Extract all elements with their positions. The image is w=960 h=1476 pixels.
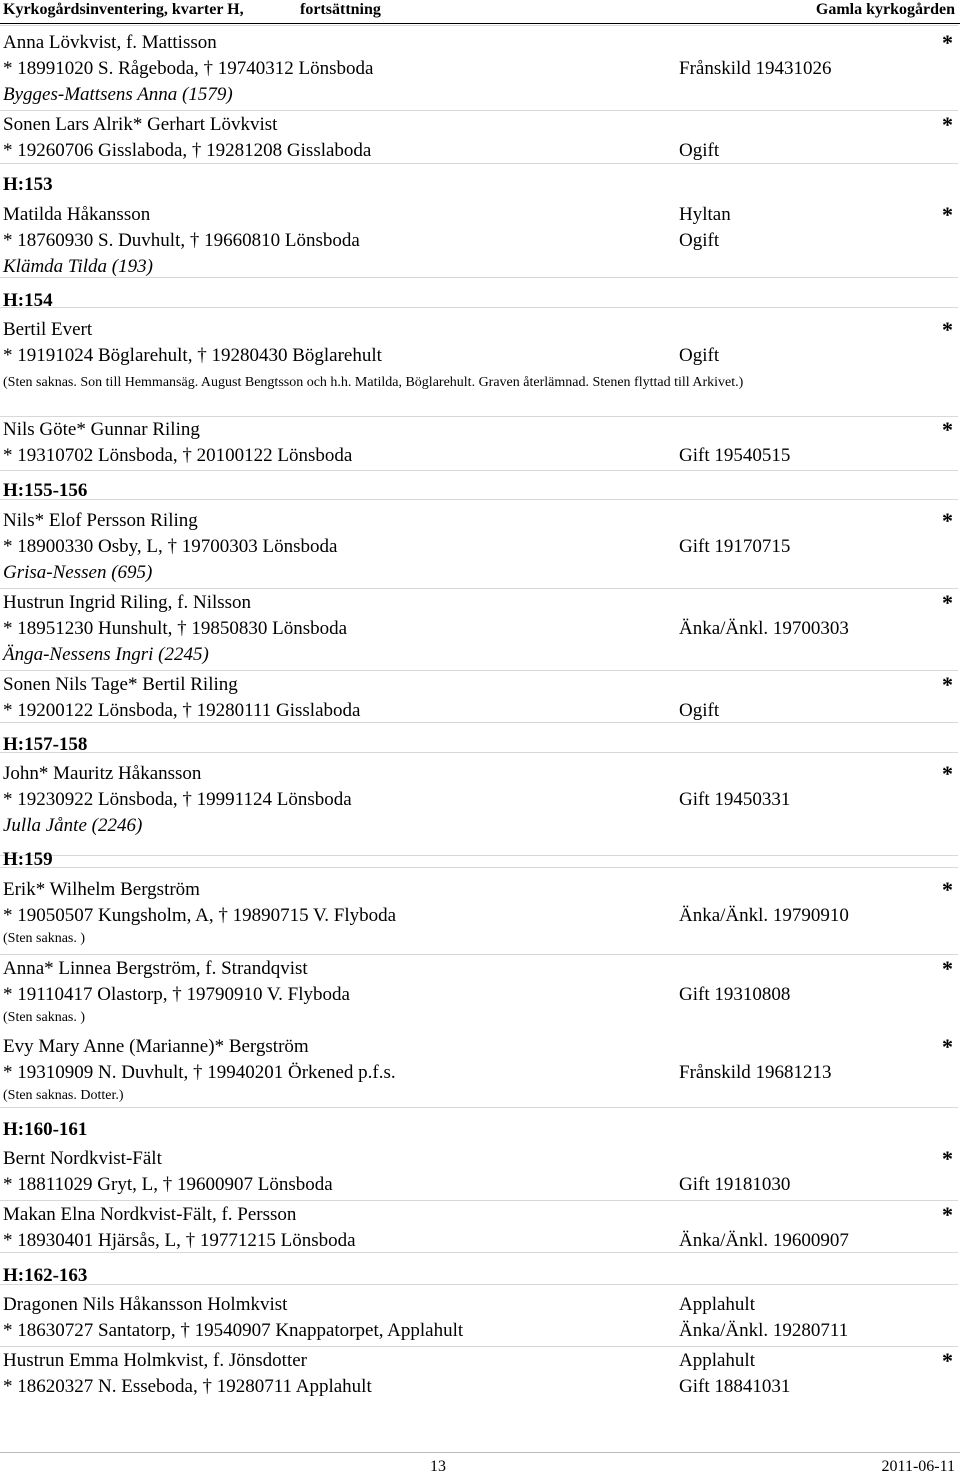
entry-status: Gift 19310808 bbox=[679, 984, 791, 1005]
entry-text: * 18900330 Osby, L, † 19700303 Lönsboda bbox=[3, 536, 338, 557]
entry-text: Hustrun Ingrid Riling, f. Nilsson bbox=[3, 592, 252, 613]
entry-text: Anna Lövkvist, f. Mattisson bbox=[3, 32, 217, 53]
entry-status: Änka/Änkl. 19280711 bbox=[679, 1320, 849, 1341]
star-marker: * bbox=[942, 590, 953, 615]
row-separator bbox=[0, 470, 958, 471]
register-line bbox=[3, 112, 957, 138]
row-separator bbox=[0, 954, 958, 955]
star-marker: * bbox=[942, 1034, 953, 1059]
register-line bbox=[3, 903, 957, 929]
entry-status: Ogift bbox=[679, 700, 720, 721]
register-line bbox=[3, 956, 957, 982]
entry-text: Sonen Lars Alrik* Gerhart Lövkvist bbox=[3, 114, 278, 135]
print-date: 2011-06-11 bbox=[881, 1458, 955, 1475]
register-line bbox=[3, 417, 957, 443]
register-line bbox=[3, 317, 957, 343]
entry-status: Gift 18841031 bbox=[679, 1376, 791, 1397]
register-line bbox=[3, 1348, 957, 1374]
entry-status: Applahult bbox=[679, 1294, 755, 1315]
grave-section-heading: H:157-158 bbox=[3, 734, 88, 755]
star-marker: * bbox=[942, 317, 953, 342]
entry-status: Gift 19181030 bbox=[679, 1174, 791, 1195]
entry-text: Makan Elna Nordkvist-Fält, f. Persson bbox=[3, 1204, 297, 1225]
register-line bbox=[3, 1172, 957, 1198]
register-line bbox=[3, 1318, 957, 1344]
entry-text: * 18991020 S. Rågeboda, † 19740312 Lönsboda bbox=[3, 58, 374, 79]
entry-status: Applahult bbox=[679, 1350, 755, 1371]
star-marker: * bbox=[942, 202, 953, 227]
row-separator bbox=[0, 499, 958, 500]
grave-section-heading: H:153 bbox=[3, 174, 53, 195]
row-separator bbox=[0, 1200, 958, 1201]
footer-rule bbox=[0, 1452, 960, 1453]
row-separator bbox=[0, 25, 958, 26]
register-line bbox=[3, 982, 957, 1008]
entry-status: Gift 19540515 bbox=[679, 445, 791, 466]
entry-text: * 19191024 Böglarehult, † 19280430 Böglarehult bbox=[3, 345, 382, 366]
row-separator bbox=[0, 110, 958, 111]
entry-text: Anna* Linnea Bergström, f. Strandqvist bbox=[3, 958, 308, 979]
entry-text: Sonen Nils Tage* Bertil Riling bbox=[3, 674, 238, 695]
star-marker: * bbox=[942, 508, 953, 533]
register-line bbox=[3, 254, 957, 280]
register-line bbox=[3, 138, 957, 164]
grave-section-heading: H:159 bbox=[3, 849, 53, 870]
star-marker: * bbox=[942, 672, 953, 697]
entry-status: Änka/Änkl. 19790910 bbox=[679, 905, 849, 926]
grave-note: (Sten saknas. ) bbox=[3, 1010, 86, 1025]
register-line bbox=[3, 813, 957, 839]
register-line bbox=[3, 1374, 957, 1400]
nickname-text: Grisa-Nessen (695) bbox=[3, 562, 153, 583]
grave-section-heading: H:154 bbox=[3, 290, 53, 311]
grave-note: (Sten saknas. ) bbox=[3, 931, 86, 946]
register-line bbox=[3, 698, 957, 724]
header-title: Kyrkogårdsinventering, kvarter H, bbox=[3, 1, 244, 18]
row-separator bbox=[0, 670, 958, 671]
entry-text: * 18630727 Santatorp, † 19540907 Knappatorpet, Applahult bbox=[3, 1320, 464, 1341]
register-line bbox=[3, 560, 957, 586]
entry-text: Matilda Håkansson bbox=[3, 204, 151, 225]
star-marker: * bbox=[942, 877, 953, 902]
row-separator bbox=[0, 867, 958, 868]
entry-text: * 19110417 Olastorp, † 19790910 V. Flyboda bbox=[3, 984, 350, 1005]
grave-section-heading: H:160-161 bbox=[3, 1119, 88, 1140]
register-line bbox=[3, 877, 957, 903]
star-marker: * bbox=[942, 112, 953, 137]
star-marker: * bbox=[942, 1146, 953, 1171]
row-separator bbox=[0, 588, 958, 589]
register-line bbox=[3, 787, 957, 813]
header-subtitle: fortsättning bbox=[300, 1, 381, 18]
register-line bbox=[3, 228, 957, 254]
star-marker: * bbox=[942, 956, 953, 981]
entry-status: Gift 19450331 bbox=[679, 789, 791, 810]
entry-text: * 18760930 S. Duvhult, † 19660810 Lönsboda bbox=[3, 230, 360, 251]
entry-status: Frånskild 19681213 bbox=[679, 1062, 832, 1083]
header-cemetery: Gamla kyrkogården bbox=[815, 1, 955, 18]
register-line bbox=[3, 761, 957, 787]
star-marker: * bbox=[942, 761, 953, 786]
entry-text: * 19260706 Gisslaboda, † 19281208 Gisslaboda bbox=[3, 140, 372, 161]
register-line bbox=[3, 202, 957, 228]
star-marker: * bbox=[942, 1348, 953, 1373]
register-line bbox=[3, 534, 957, 560]
entry-status: Hyltan bbox=[679, 204, 731, 225]
entry-text: Bernt Nordkvist-Fält bbox=[3, 1148, 162, 1169]
register-line bbox=[3, 672, 957, 698]
register-line bbox=[3, 616, 957, 642]
grave-note: (Sten saknas. Dotter.) bbox=[3, 1088, 124, 1103]
entry-text: * 18811029 Gryt, L, † 19600907 Lönsboda bbox=[3, 1174, 333, 1195]
register-line bbox=[3, 1228, 957, 1254]
register-line bbox=[3, 56, 957, 82]
entry-text: * 19310702 Lönsboda, † 20100122 Lönsboda bbox=[3, 445, 353, 466]
entry-text: * 19200122 Lönsboda, † 19280111 Gisslaboda bbox=[3, 700, 361, 721]
entry-status: Gift 19170715 bbox=[679, 536, 791, 557]
register-line bbox=[3, 508, 957, 534]
row-separator bbox=[0, 1346, 958, 1347]
register-line bbox=[3, 642, 957, 668]
row-separator bbox=[0, 1107, 958, 1108]
register-line bbox=[3, 1060, 957, 1086]
page-header bbox=[0, 0, 960, 26]
entry-status: Ogift bbox=[679, 345, 720, 366]
star-marker: * bbox=[942, 30, 953, 55]
register-line bbox=[3, 1146, 957, 1172]
entry-status: Frånskild 19431026 bbox=[679, 58, 832, 79]
entry-text: Hustrun Emma Holmkvist, f. Jönsdotter bbox=[3, 1350, 307, 1371]
entry-text: Dragonen Nils Håkansson Holmkvist bbox=[3, 1294, 288, 1315]
entry-text: * 18620327 N. Esseboda, † 19280711 Applahult bbox=[3, 1376, 372, 1397]
page-number: 13 bbox=[430, 1458, 446, 1475]
register-line bbox=[3, 1202, 957, 1228]
row-separator bbox=[0, 752, 958, 753]
nickname-text: Klämda Tilda (193) bbox=[3, 256, 153, 277]
register-line bbox=[3, 30, 957, 56]
grave-note: (Sten saknas. Son till Hemmansäg. August Bengtsson och h.h. Matilda, Böglarehult. Graven återlämnad. Stenen flyttad till Arkivet.) bbox=[3, 375, 744, 390]
row-separator bbox=[0, 1284, 958, 1285]
entry-text: John* Mauritz Håkansson bbox=[3, 763, 202, 784]
entry-text: * 19050507 Kungsholm, A, † 19890715 V. Flyboda bbox=[3, 905, 397, 926]
entry-status: Änka/Änkl. 19700303 bbox=[679, 618, 849, 639]
star-marker: * bbox=[942, 417, 953, 442]
page-footer bbox=[0, 1452, 960, 1474]
register-line bbox=[3, 590, 957, 616]
row-separator bbox=[0, 307, 958, 308]
star-marker: * bbox=[942, 1202, 953, 1227]
entry-text: * 19230922 Lönsboda, † 19991124 Lönsboda bbox=[3, 789, 352, 810]
entry-text: * 19310909 N. Duvhult, † 19940201 Örkened p.f.s. bbox=[3, 1062, 396, 1083]
grave-section-heading: H:155-156 bbox=[3, 480, 88, 501]
register-line bbox=[3, 1292, 957, 1318]
entry-text: * 18951230 Hunshult, † 19850830 Lönsboda bbox=[3, 618, 348, 639]
entry-text: Nils* Elof Persson Riling bbox=[3, 510, 198, 531]
entry-status: Ogift bbox=[679, 230, 720, 251]
entry-text: Erik* Wilhelm Bergström bbox=[3, 879, 200, 900]
entry-text: Bertil Evert bbox=[3, 319, 93, 340]
nickname-text: Bygges-Mattsens Anna (1579) bbox=[3, 84, 233, 105]
header-rule bbox=[0, 23, 960, 24]
nickname-text: Änga-Nessens Ingri (2245) bbox=[3, 644, 209, 665]
nickname-text: Julla Jånte (2246) bbox=[3, 815, 143, 836]
register-line bbox=[3, 343, 957, 369]
register-line bbox=[3, 443, 957, 469]
row-separator bbox=[0, 855, 958, 856]
entry-text: Evy Mary Anne (Marianne)* Bergström bbox=[3, 1036, 309, 1057]
entry-text: Nils Göte* Gunnar Riling bbox=[3, 419, 200, 440]
register-line bbox=[3, 1034, 957, 1060]
register-line bbox=[3, 82, 957, 108]
grave-section-heading: H:162-163 bbox=[3, 1265, 88, 1286]
entry-status: Änka/Änkl. 19600907 bbox=[679, 1230, 849, 1251]
entry-status: Ogift bbox=[679, 140, 720, 161]
entry-text: * 18930401 Hjärsås, L, † 19771215 Lönsboda bbox=[3, 1230, 356, 1251]
